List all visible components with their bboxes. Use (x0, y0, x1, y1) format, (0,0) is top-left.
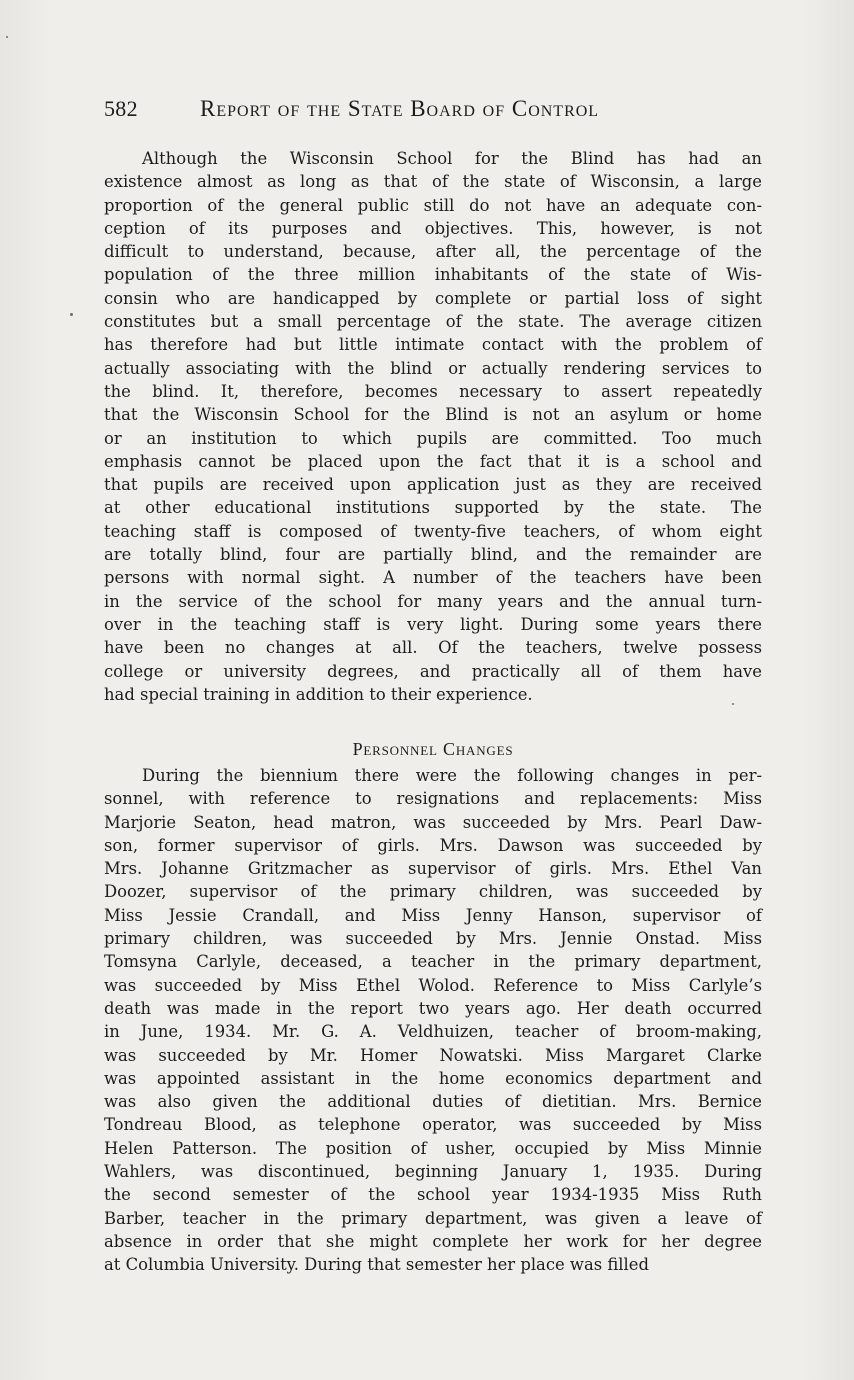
paragraph-line: Doozer, supervisor of the primary children, was succeeded by (104, 882, 762, 902)
paragraph-line: have been no changes at all. Of the teachers, twelve possess (104, 638, 762, 658)
paragraph-line: son, former supervisor of girls. Mrs. Dawson was succeeded by (104, 835, 762, 855)
paper-speck (732, 703, 734, 705)
paragraph-line: was also given the additional duties of dietitian. Mrs. Bernice (104, 1092, 762, 1112)
page-number: 582 (104, 96, 138, 121)
paragraph-line: persons with normal sight. A number of the teachers have been (104, 568, 762, 588)
paragraph-line: difficult to understand, because, after all, the percentage of the (104, 242, 762, 262)
paragraph-line: at other educational institutions supported by the state. The (104, 498, 762, 518)
paragraph-line: constitutes but a small percentage of the state. The average citizen (104, 312, 762, 332)
paragraph-line: death was made in the report two years ago. Her death occurred (104, 998, 762, 1018)
paragraph-line: primary children, was succeeded by Mrs. Jennie Onstad. Miss (104, 929, 762, 949)
paragraph-line: Tomsyna Carlyle, deceased, a teacher in the primary department, (104, 952, 762, 972)
paragraph-line: Mrs. Johanne Gritzmacher as supervisor of girls. Mrs. Ethel Van (104, 859, 762, 879)
paragraph-line: had special training in addition to their experience. (104, 684, 533, 704)
paragraph-line: Marjorie Seaton, head matron, was succeeded by Mrs. Pearl Daw- (104, 812, 762, 832)
paragraph-line: Helen Patterson. The position of usher, occupied by Miss Minnie (104, 1138, 762, 1158)
paragraph-line: the second semester of the school year 1934-1935 Miss Ruth (104, 1185, 762, 1205)
section-heading-personnel-changes: Personnel Changes (352, 739, 514, 759)
paragraph-line: existence almost as long as that of the state of Wisconsin, a large (104, 172, 762, 192)
paper-speck (6, 36, 8, 38)
paragraph-line: Wahlers, was discontinued, beginning January 1, 1935. During (104, 1162, 762, 1182)
paragraph-line: Tondreau Blood, as telephone operator, was succeeded by Miss (104, 1115, 762, 1135)
paragraph-line: the blind. It, therefore, becomes necessary to assert repeatedly (104, 381, 762, 401)
paragraph-line: college or university degrees, and practically all of them have (104, 661, 762, 681)
paragraph-line: that pupils are received upon application just as they are received (104, 475, 762, 495)
paragraph-line: ception of its purposes and objectives. This, however, is not (104, 218, 762, 238)
paragraph-line: are totally blind, four are partially blind, and the remainder are (104, 545, 762, 565)
paragraph-line: over in the teaching staff is very light. During some years there (104, 614, 762, 634)
paragraph-line: absence in order that she might complete her work for her degree (104, 1231, 762, 1251)
paragraph-line: at Columbia University. During that semester her place was filled (104, 1255, 649, 1275)
page-header (104, 96, 764, 126)
paragraph-line: Although the Wisconsin School for the Blind has had an (142, 149, 762, 168)
paragraph-line: population of the three million inhabitants of the state of Wis- (104, 265, 762, 285)
paragraph-line: was succeeded by Mr. Homer Nowatski. Miss Margaret Clarke (104, 1045, 762, 1065)
paragraph-line: Miss Jessie Crandall, and Miss Jenny Hanson, supervisor of (104, 905, 762, 925)
paragraph-line: that the Wisconsin School for the Blind is not an asylum or home (104, 405, 762, 425)
paragraph-line: has therefore had but little intimate contact with the problem of (104, 335, 762, 355)
paragraph-line: teaching staff is composed of twenty-five teachers, of whom eight (104, 521, 762, 541)
paper-speck (70, 313, 73, 316)
paragraph-line: emphasis cannot be placed upon the fact that it is a school and (104, 451, 762, 471)
paragraph-school-overview (104, 147, 762, 706)
paragraph-line: or an institution to which pupils are committed. Too much (104, 428, 762, 448)
paragraph-line: Barber, teacher in the primary department, was given a leave of (104, 1208, 762, 1228)
paragraph-line: During the biennium there were the following changes in per- (142, 766, 762, 785)
paragraph-line: in the service of the school for many years and the annual turn- (104, 591, 762, 611)
paragraph-line: consin who are handicapped by complete or partial loss of sight (104, 288, 762, 308)
paragraph-line: proportion of the general public still do not have an adequate con- (104, 195, 762, 215)
paragraph-line: was succeeded by Miss Ethel Wolod. Reference to Miss Carlyle’s (104, 975, 762, 995)
paragraph-personnel-changes (104, 764, 762, 1277)
paragraph-line: sonnel, with reference to resignations and replacements: Miss (104, 789, 762, 809)
running-title: Report of the State Board of Control (200, 96, 600, 121)
paragraph-line: actually associating with the blind or actually rendering services to (104, 358, 762, 378)
paragraph-line: was appointed assistant in the home economics department and (104, 1068, 762, 1088)
paragraph-line: in June, 1934. Mr. G. A. Veldhuizen, teacher of broom-making, (104, 1022, 762, 1042)
